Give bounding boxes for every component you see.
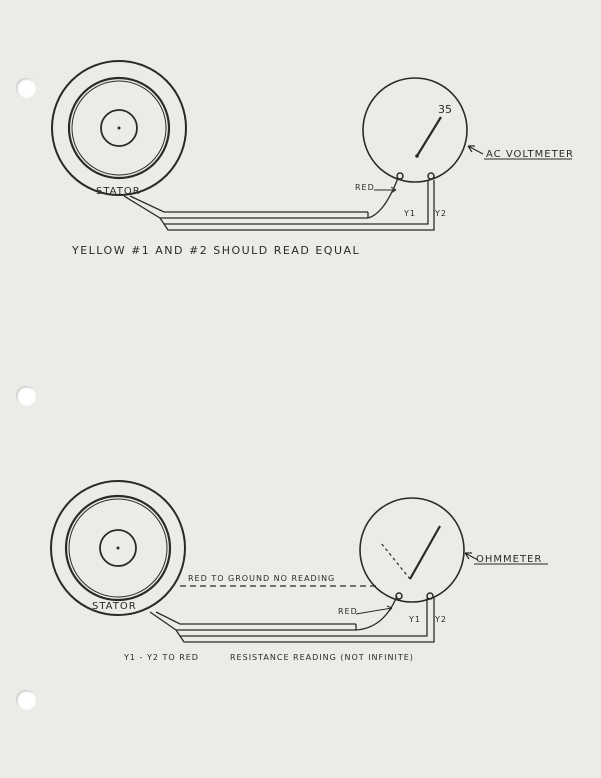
needle-value-label: 35 — [438, 103, 452, 116]
meter-label-top: AC VOLTMETER — [486, 149, 574, 160]
y2-label-bottom: Y2 — [435, 615, 447, 624]
bottom-diagram — [51, 481, 548, 662]
ohmmeter — [360, 498, 478, 602]
wire-bundle-bottom — [150, 596, 434, 642]
y1-label-bottom: Y1 — [409, 615, 421, 624]
caption-top: YELLOW #1 AND #2 SHOULD READ EQUAL — [72, 244, 361, 257]
ac-voltmeter — [363, 78, 483, 182]
stator-bottom — [51, 481, 185, 615]
wire-bundle-top — [124, 178, 434, 230]
y1-label-top: Y1 — [404, 209, 416, 218]
y2-label-top: Y2 — [435, 209, 447, 218]
top-diagram — [52, 61, 574, 257]
red-wire-label-top: RED — [355, 183, 375, 192]
stator-label-bottom: STATOR — [92, 601, 137, 612]
red-to-ground-label: RED TO GROUND NO READING — [188, 574, 336, 583]
caption-bottom-left: Y1 - Y2 TO RED — [124, 653, 199, 662]
stator-label-top: STATOR — [96, 186, 141, 197]
stator-top — [52, 61, 186, 195]
red-wire-label-bottom: RED — [338, 607, 358, 616]
caption-bottom-right: RESISTANCE READING (NOT INFINITE) — [230, 653, 414, 662]
meter-label-bottom: OHMMETER — [476, 554, 543, 565]
